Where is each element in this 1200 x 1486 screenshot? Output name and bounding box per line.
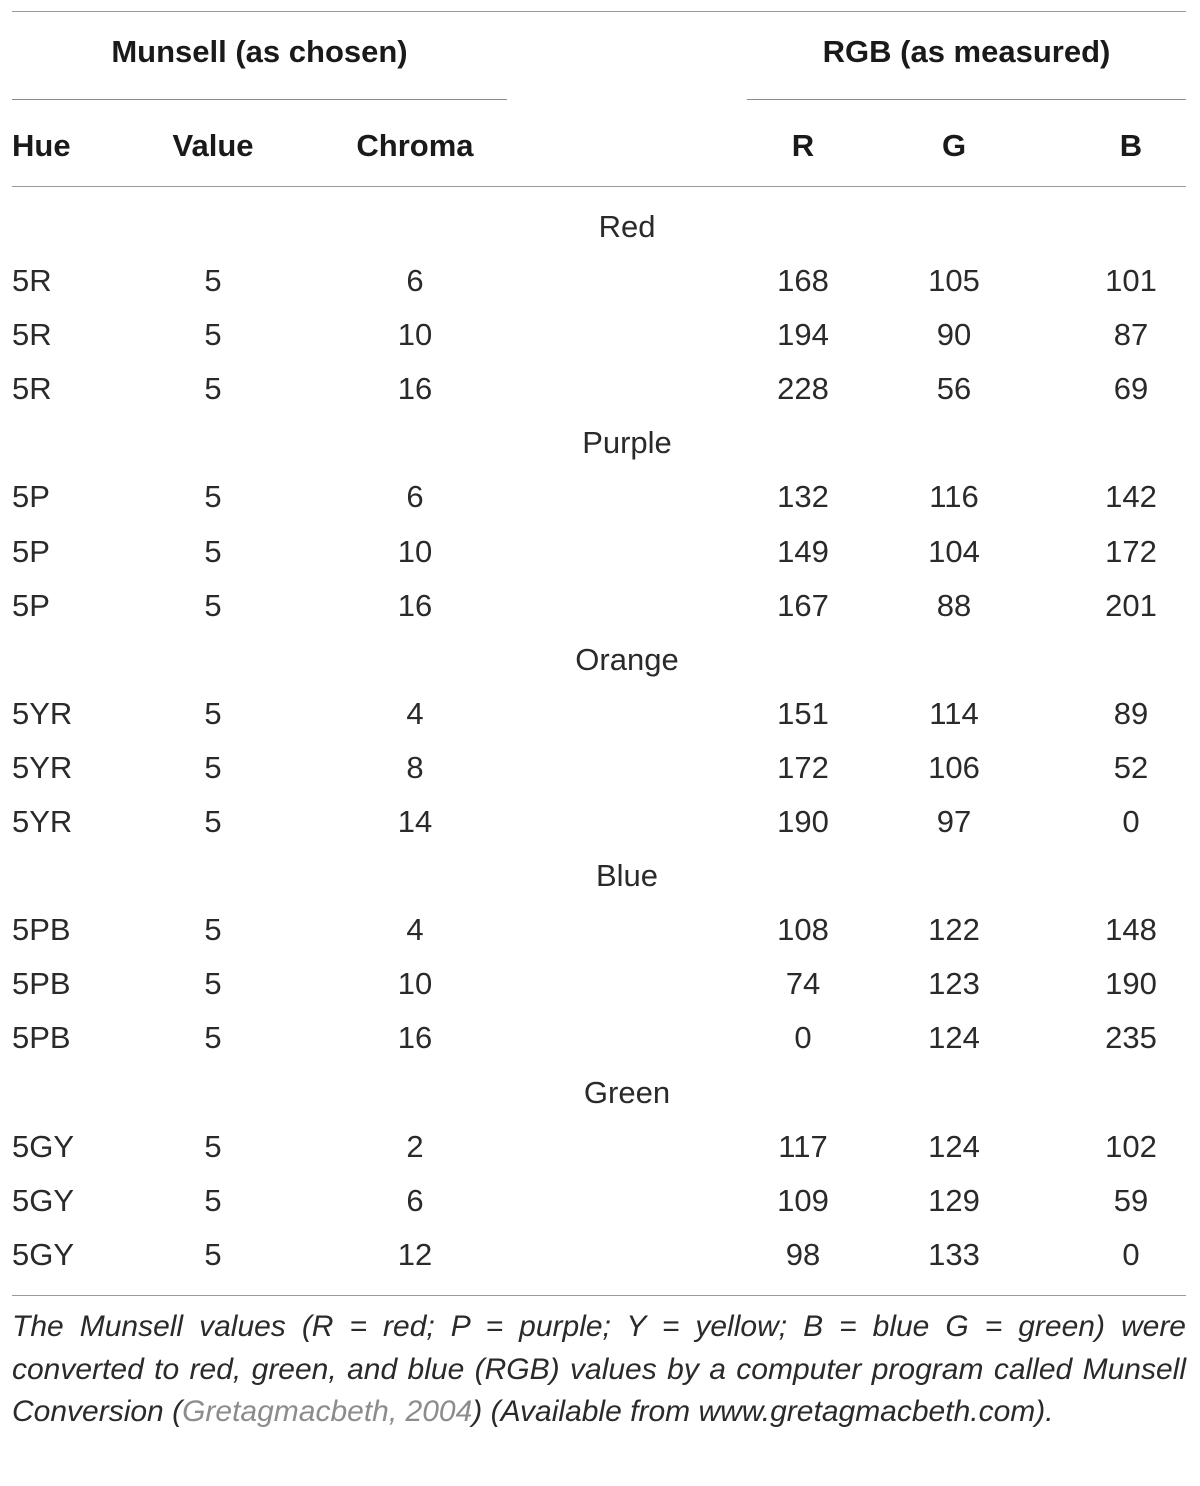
- table-body: [0, 200, 1200, 1282]
- cell-hue: 5GY: [12, 1236, 75, 1272]
- column-header-value: Value: [172, 128, 254, 163]
- table-row: [0, 741, 1200, 795]
- cell-g: 97: [936, 804, 972, 840]
- cell-g: 90: [936, 317, 972, 353]
- table-footnote: [12, 1306, 1186, 1434]
- cell-b: 87: [1113, 317, 1149, 353]
- munsell-group-header: Munsell (as chosen): [111, 34, 408, 69]
- table-row: [0, 903, 1200, 957]
- cell-chroma: 16: [397, 587, 433, 623]
- cell-chroma: 14: [397, 804, 433, 840]
- footnote-text-after: ) (Available from www.gretagmacbeth.com).: [472, 1395, 1054, 1428]
- section-row: [0, 849, 1200, 903]
- section-row: [0, 416, 1200, 470]
- cell-r: 167: [777, 587, 829, 623]
- cell-r: 109: [777, 1182, 829, 1218]
- cell-b: 142: [1105, 479, 1157, 515]
- section-label: Blue: [595, 858, 659, 894]
- cell-r: 194: [777, 317, 829, 353]
- table-row: [0, 254, 1200, 308]
- cell-g: 124: [928, 1128, 980, 1164]
- cell-value: 5: [204, 695, 222, 731]
- cell-b: 0: [1122, 1236, 1140, 1272]
- cell-g: 122: [928, 912, 980, 948]
- cell-value: 5: [204, 371, 222, 407]
- cell-r: 0: [794, 1020, 812, 1056]
- cell-r: 168: [777, 263, 829, 299]
- cell-hue: 5P: [12, 533, 50, 569]
- cell-chroma: 6: [406, 263, 424, 299]
- cell-r: 172: [777, 749, 829, 785]
- header-bottom-rule: [12, 186, 1186, 187]
- cell-chroma: 16: [397, 371, 433, 407]
- column-header-b: B: [1119, 128, 1143, 163]
- table-row: [0, 1228, 1200, 1282]
- cell-r: 132: [777, 479, 829, 515]
- cell-chroma: 12: [397, 1236, 433, 1272]
- section-label: Red: [598, 209, 656, 244]
- cell-r: 117: [778, 1128, 828, 1164]
- cell-hue: 5YR: [12, 695, 73, 731]
- cell-g: 104: [928, 533, 980, 569]
- cell-b: 235: [1105, 1020, 1157, 1056]
- cell-hue: 5R: [12, 317, 52, 353]
- cell-value: 5: [204, 479, 222, 515]
- cell-value: 5: [204, 1182, 222, 1218]
- cell-hue: 5PB: [12, 966, 71, 1002]
- cell-chroma: 4: [406, 695, 424, 731]
- cell-hue: 5R: [12, 371, 52, 407]
- cell-r: 98: [785, 1236, 821, 1272]
- cell-b: 201: [1105, 587, 1157, 623]
- cell-g: 105: [928, 263, 980, 299]
- cell-chroma: 2: [406, 1128, 424, 1164]
- cell-hue: 5YR: [12, 804, 73, 840]
- cell-value: 5: [204, 587, 222, 623]
- cell-b: 0: [1122, 804, 1140, 840]
- cell-hue: 5R: [12, 263, 52, 299]
- cell-g: 114: [929, 695, 979, 731]
- cell-r: 151: [777, 695, 829, 731]
- cell-hue: 5P: [12, 587, 50, 623]
- cell-r: 74: [785, 966, 821, 1002]
- table-top-rule: [12, 11, 1186, 12]
- table-row: [0, 470, 1200, 524]
- cell-g: 129: [928, 1182, 980, 1218]
- table-row: [0, 308, 1200, 362]
- cell-value: 5: [204, 804, 222, 840]
- column-header-chroma: Chroma: [356, 128, 474, 163]
- cell-g: 124: [928, 1020, 980, 1056]
- cell-b: 89: [1113, 695, 1149, 731]
- column-header-g: G: [941, 128, 967, 163]
- cell-value: 5: [204, 966, 222, 1002]
- cell-hue: 5GY: [12, 1182, 75, 1218]
- cell-value: 5: [204, 1128, 222, 1164]
- section-row: [0, 200, 1200, 254]
- table-row: [0, 1011, 1200, 1065]
- cell-b: 102: [1105, 1128, 1157, 1164]
- section-label: Purple: [582, 425, 672, 461]
- cell-g: 123: [928, 966, 980, 1002]
- table-row: [0, 362, 1200, 416]
- cell-hue: 5PB: [12, 912, 71, 948]
- cell-g: 133: [928, 1236, 980, 1272]
- cell-value: 5: [204, 1020, 222, 1056]
- cell-chroma: 4: [406, 912, 424, 948]
- cell-chroma: 16: [397, 1020, 433, 1056]
- section-label: Green: [583, 1074, 671, 1110]
- cell-chroma: 10: [397, 533, 433, 569]
- section-label: Orange: [575, 641, 679, 677]
- cell-b: 101: [1105, 263, 1157, 299]
- cell-b: 52: [1113, 749, 1149, 785]
- table-row: [0, 1120, 1200, 1174]
- table-row: [0, 687, 1200, 741]
- cell-b: 59: [1113, 1182, 1149, 1218]
- cell-chroma: 6: [406, 1182, 424, 1218]
- rgb-group-rule: [747, 99, 1186, 100]
- cell-b: 190: [1105, 966, 1157, 1002]
- cell-chroma: 6: [406, 479, 424, 515]
- table-row: [0, 1174, 1200, 1228]
- cell-value: 5: [204, 317, 222, 353]
- cell-hue: 5GY: [12, 1128, 75, 1164]
- cell-value: 5: [204, 749, 222, 785]
- table-row: [0, 579, 1200, 633]
- section-row: [0, 633, 1200, 687]
- cell-value: 5: [204, 912, 222, 948]
- cell-hue: 5P: [12, 479, 50, 515]
- cell-hue: 5YR: [12, 749, 73, 785]
- table-row: [0, 957, 1200, 1011]
- cell-r: 228: [777, 371, 829, 407]
- footnote-reference-link[interactable]: Gretagmacbeth, 2004: [182, 1395, 473, 1428]
- section-row: [0, 1066, 1200, 1120]
- cell-r: 190: [777, 804, 829, 840]
- cell-value: 5: [204, 1236, 222, 1272]
- column-header-hue: Hue: [12, 128, 71, 163]
- cell-b: 172: [1105, 533, 1157, 569]
- cell-hue: 5PB: [12, 1020, 71, 1056]
- cell-value: 5: [204, 533, 222, 569]
- column-header-r: R: [791, 128, 815, 163]
- cell-r: 149: [777, 533, 829, 569]
- munsell-group-rule: [12, 99, 507, 100]
- table-row: [0, 795, 1200, 849]
- cell-b: 148: [1105, 912, 1157, 948]
- cell-g: 88: [936, 587, 972, 623]
- cell-value: 5: [204, 263, 222, 299]
- footnote-text-before: The Munsell values (R = red; P = purple; Y = yellow; B = blue G = green) were converted to red, green, and blue (RGB) values by a computer program called Munsell Conversion (: [12, 1310, 1186, 1428]
- cell-chroma: 10: [397, 966, 433, 1002]
- cell-r: 108: [777, 912, 829, 948]
- cell-g: 106: [928, 749, 980, 785]
- cell-b: 69: [1113, 371, 1149, 407]
- table-bottom-rule: [12, 1295, 1186, 1296]
- cell-chroma: 8: [406, 749, 424, 785]
- cell-g: 56: [936, 371, 972, 407]
- cell-g: 116: [929, 479, 979, 515]
- table-row: [0, 525, 1200, 579]
- rgb-group-header: RGB (as measured): [822, 34, 1111, 69]
- cell-chroma: 10: [397, 317, 433, 353]
